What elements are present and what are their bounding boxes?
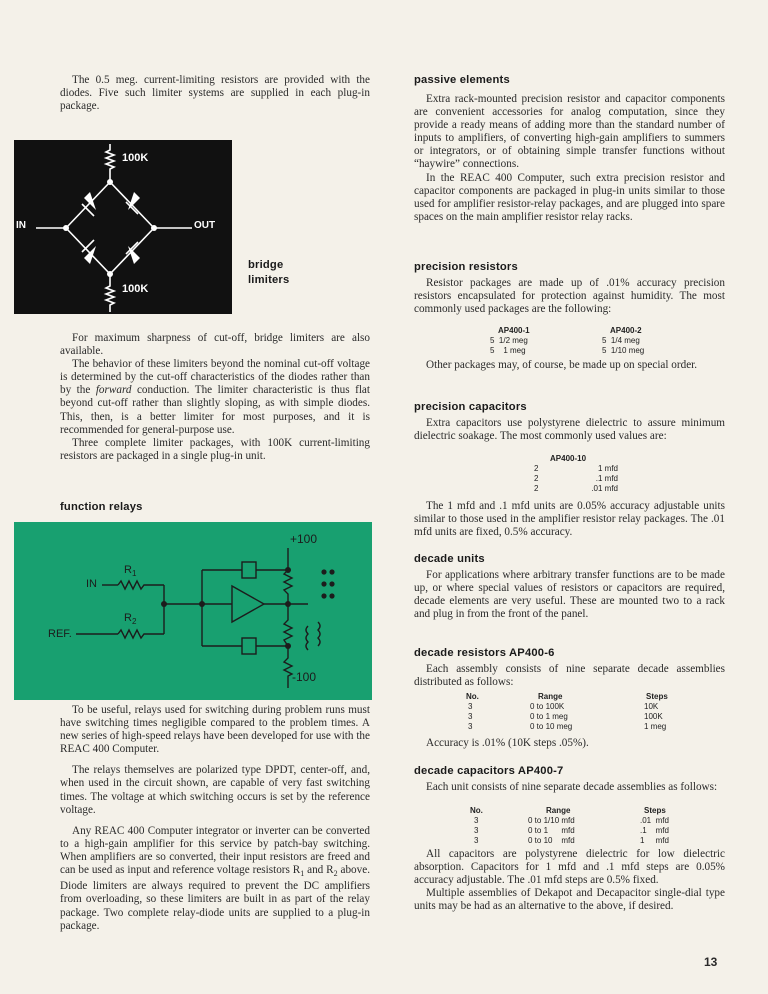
bridge-paragraph-1: For maximum sharpness of cut-off, bridge limiters are also available.	[60, 332, 370, 358]
precision-resistors-table-header	[490, 326, 670, 336]
table-cell: 3	[468, 722, 473, 731]
bridge-top-resistor-label: 100K	[122, 152, 149, 164]
precision-capacitors-table	[534, 454, 624, 494]
table-header-no: No.	[466, 692, 479, 701]
table-cell: 3	[474, 816, 479, 825]
decade-capacitors-paragraph-2: All capacitors are polystyrene dielectric for low dielectric absorption. Capacitors for 1 mfd and .1 mfd steps are 0.05% accuracy adjustable. The .01 mfd steps are 0.5% fixed.	[414, 848, 725, 887]
table-cell: 100K	[644, 712, 663, 721]
relay-r1-label: $R_1$	[124, 564, 137, 579]
precision-capacitors-paragraph: Extra capacitors use polystyrene dielectric to assure minimum dielectric soakage. The most commonly used values are:	[414, 417, 725, 443]
table-row	[466, 712, 706, 722]
relay-paragraph-3-sub-1: 1	[300, 869, 305, 879]
table-cell: 5 1/10 meg	[602, 346, 645, 355]
table-cell: 0 to 1 meg	[530, 712, 568, 721]
table-cell: 3	[468, 712, 473, 721]
decade-resistors-table	[466, 692, 706, 732]
decade-capacitors-heading: decade capacitors AP400-7	[414, 765, 564, 777]
table-cell: 3	[474, 836, 479, 845]
relay-paragraph-3	[60, 825, 370, 933]
table-cell: 1 mfd	[597, 464, 618, 473]
relay-plus-100-label: +100	[290, 532, 318, 546]
passive-elements-text	[414, 93, 725, 224]
table-cell: 0 to 1/10 mfd	[528, 816, 575, 825]
table-cell: .1 mfd	[640, 826, 669, 835]
decade-resistors-table-header	[466, 692, 706, 702]
bridge-paragraph-2-emphasis: forward	[95, 384, 132, 397]
table-cell: 3	[468, 702, 473, 711]
relay-minus-100-label: -100	[292, 670, 317, 684]
table-header-ap400-10: AP400-10	[550, 454, 587, 463]
decade-resistors-heading: decade resistors AP400-6	[414, 647, 555, 659]
table-cell: 5 1 meg	[490, 346, 526, 355]
table-row	[466, 702, 706, 712]
table-row	[466, 722, 706, 732]
table-header-steps: Steps	[644, 806, 666, 815]
relay-paragraph-1: To be useful, relays used for switching during problem runs must have switching times negligible compared to the problem times. A new series of high-speed relays have been developed for use with the REAC 400 Computer.	[60, 704, 370, 756]
decade-capacitors-table	[470, 806, 710, 846]
decade-capacitors-table-header	[470, 806, 710, 816]
table-cell: 2	[534, 474, 539, 483]
decade-resistors-paragraph: Each assembly consists of nine separate decade assemblies distributed as follows:	[414, 663, 725, 689]
table-header-no: No.	[470, 806, 483, 815]
function-relay-diagram	[14, 522, 372, 700]
precision-capacitors-paragraph-2: The 1 mfd and .1 mfd units are 0.05% accuracy adjustable units similar to those used in the amplifier resistor relay packages. The .01 mfd units are fixed, 0.5% accuracy.	[414, 500, 725, 539]
bridge-caption	[248, 258, 289, 288]
table-cell: .01 mfd	[640, 816, 669, 825]
decade-capacitors-paragraph: Each unit consists of nine separate decade assemblies as follows:	[426, 781, 718, 793]
precision-resistors-heading: precision resistors	[414, 261, 518, 273]
decade-capacitors-notes	[414, 848, 725, 913]
bridge-paragraph-2	[60, 358, 370, 437]
table-cell: 0 to 10 mfd	[528, 836, 575, 845]
decade-units-paragraph: For applications where arbitrary transfer functions are to be made up, or where special values of resistors or capacitors are required, decade elements are very useful. These are mounted two to a rack and plug in from the front of the panel.	[414, 569, 725, 621]
table-cell: 0 to 100K	[530, 702, 565, 711]
decade-resistors-paragraph-2: Accuracy is .01% (10K steps .05%).	[426, 737, 589, 749]
table-header-ap400-1: AP400-1	[498, 326, 530, 335]
bridge-text	[60, 332, 370, 463]
intro-paragraph: The 0.5 meg. current-limiting resistors are provided with the diodes. Five such limiter systems are supplied in each plug-in package.	[60, 74, 370, 113]
passive-paragraph-1: Extra rack-mounted precision resistor and capacitor components are convenient accessories for analog computation, since they provide a ready means of adding more than the standard number of inputs to amplifiers, of converting high-gain amplifiers to summers or integrators, or of obtaining simple transfer functions without “haywire” connections.	[414, 93, 725, 171]
table-cell: 0 to 1 mfd	[528, 826, 575, 835]
table-row	[470, 826, 710, 836]
table-row	[534, 484, 624, 494]
relay-paragraph-3-part-b: and R	[304, 864, 334, 877]
function-relay-schematic	[14, 522, 372, 700]
bridge-in-label: IN	[16, 220, 26, 231]
table-cell: 2	[534, 484, 539, 493]
bridge-caption-line-1: bridge	[248, 259, 284, 271]
table-cell: 3	[474, 826, 479, 835]
relay-text	[60, 704, 370, 933]
precision-resistors-paragraph-2: Other packages may, of course, be made up on special order.	[426, 359, 698, 371]
table-cell: 5 1/2 meg	[490, 336, 528, 345]
relay-paragraph-3-sub-2: 2	[333, 869, 338, 879]
function-relays-heading: function relays	[60, 501, 143, 513]
bridge-bottom-resistor-label: 100K	[122, 283, 149, 295]
table-header-range: Range	[546, 806, 571, 815]
table-row	[534, 464, 624, 474]
table-cell: 0 to 10 meg	[530, 722, 573, 731]
table-cell: .1 mfd	[595, 474, 618, 483]
precision-capacitors-text	[414, 417, 725, 443]
relay-paragraph-2: The relays themselves are polarized type DPDT, center-off, and, when used in the circuit shown, are capable of very fast switching times. The voltage at which switching occurs is set by the reference voltage.	[60, 764, 370, 816]
decade-resistors-accuracy	[414, 737, 725, 750]
bridge-paragraph-2-end: conduction. The limiter characteristic is thus flat beyond cut-off rather than slightly sloping, as with simple diodes. This, then, is a better limiter for most purposes, and it is recommended for general-purpose use.	[60, 384, 371, 436]
table-header-range: Range	[538, 692, 563, 701]
relay-paragraph-3-part-a: Any REAC 400 Computer integrator or inverter can be converted to a high-gain amplifier for this service by patch-bay switching. When amplifiers are so converted, their input resistors are freed and can be used as input and reference voltage resistors R	[60, 824, 370, 877]
decade-capacitors-text	[414, 781, 725, 794]
precision-capacitors-note	[414, 500, 725, 539]
decade-units-heading: decade units	[414, 553, 485, 565]
table-row	[470, 836, 710, 846]
passive-elements-heading: passive elements	[414, 74, 510, 86]
table-cell: 2	[534, 464, 539, 473]
table-row	[490, 336, 670, 346]
relay-r2-label: $R_2$	[124, 612, 137, 627]
table-row	[534, 474, 624, 484]
decade-units-text	[414, 569, 725, 621]
precision-resistors-note	[414, 359, 725, 372]
bridge-paragraph-3: Three complete limiter packages, with 100K current-limiting resistors are packaged in a single plug-in unit.	[60, 436, 370, 462]
decade-capacitors-paragraph-3: Multiple assemblies of Dekapot and Decapacitor single-dial type units may be had as an alternative to the above, if desired.	[414, 887, 725, 913]
table-row	[470, 816, 710, 826]
precision-resistors-text	[414, 277, 725, 316]
precision-resistors-table	[490, 326, 670, 356]
passive-paragraph-2: In the REAC 400 Computer, such extra precision resistor and capacitor components are packaged in plug-in units similar to those used for amplifier resistor-relay packages, and are plugged into spare spaces on the main amplifier resistor relay racks.	[414, 171, 725, 223]
table-header-ap400-2: AP400-2	[610, 326, 642, 335]
bridge-out-label: OUT	[194, 220, 216, 231]
relay-paragraph-3-part-c: above. Diode limiters are always required to prevent the DC amplifiers from overloading, so these limiters are built in as part of the relay package. Two complete relay-diode units are supplied to a plug-in package.	[60, 864, 370, 932]
bridge-limiter-diagram	[14, 140, 232, 314]
decade-resistors-text	[414, 663, 725, 689]
table-cell: 5 1/4 meg	[602, 336, 640, 345]
table-cell: .01 mfd	[591, 484, 618, 493]
bridge-caption-line-2: limiters	[248, 274, 290, 286]
page-number: 13	[704, 955, 718, 969]
bridge-paragraph-2-start: The behavior of these limiters beyond the nominal cut-off voltage is determined by the cut-off characteristics of the diodes rather than by the	[60, 358, 370, 397]
precision-capacitors-heading: precision capacitors	[414, 401, 527, 413]
table-cell: 1 meg	[644, 722, 667, 731]
table-cell: 1 mfd	[640, 836, 669, 845]
table-cell: 10K	[644, 702, 659, 711]
table-header-steps: Steps	[646, 692, 668, 701]
relay-ref-label: REF.	[48, 628, 72, 640]
left-column	[60, 74, 370, 113]
relay-in-label: IN	[86, 578, 97, 590]
precision-resistors-paragraph: Resistor packages are made up of .01% accuracy precision resistors encapsulated for protection against humidity. The most commonly used packages are the following:	[414, 277, 725, 316]
table-row	[490, 346, 670, 356]
